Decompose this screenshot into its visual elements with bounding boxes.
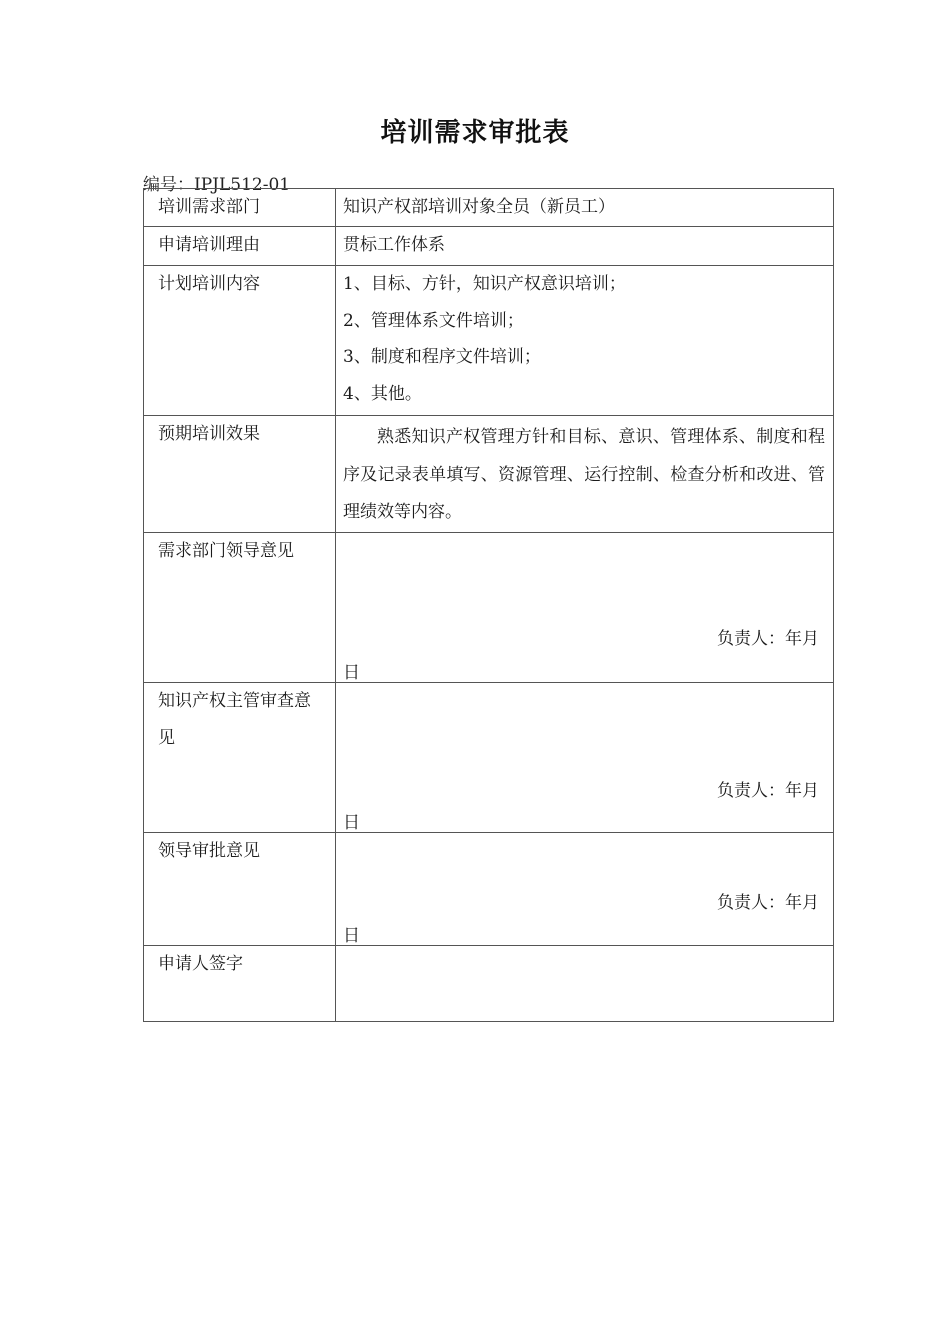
reason-value-cell[interactable] xyxy=(336,227,834,266)
label-cell xyxy=(144,227,336,266)
list-item: 3、制度和程序文件培训； xyxy=(343,347,541,367)
label-cell xyxy=(144,682,336,832)
table-row-planned-content xyxy=(144,266,834,416)
leader-approval-cell[interactable] xyxy=(336,832,834,945)
list-item: 2、管理体系文件培训； xyxy=(343,310,524,331)
department-value-cell[interactable] xyxy=(336,189,834,227)
ip-manager-review-cell[interactable] xyxy=(336,682,834,832)
signature-line: 负责人：年月 xyxy=(717,780,819,801)
table-row-reason xyxy=(144,227,834,266)
ip-manager-review-label: 知识产权主管审查意见 xyxy=(158,690,311,748)
applicant-signature-cell[interactable] xyxy=(336,945,834,1021)
expected-effect-text: 熟悉知识产权管理方针和目标、意识、管理体系、制度和程序及记录表单填写、资源管理、运行控制、检查分析和改进、管理绩效等内容。 xyxy=(343,427,825,522)
form-title: 培训需求审批表 xyxy=(380,118,570,148)
leader-approval-label: 领导审批意见 xyxy=(158,840,260,861)
label-cell xyxy=(144,945,336,1021)
table-row-leader-approval xyxy=(144,832,834,945)
planned-content-label: 计划培训内容 xyxy=(158,274,260,294)
dept-leader-opinion-cell[interactable] xyxy=(336,532,834,682)
planned-content-list xyxy=(343,266,825,412)
signature-line: 负责人：年月 xyxy=(717,892,819,913)
table-row-dept-leader-opinion xyxy=(144,532,834,682)
label-cell xyxy=(144,532,336,682)
expected-effect-cell[interactable] xyxy=(336,416,834,533)
label-cell xyxy=(144,416,336,533)
date-day: 日 xyxy=(343,662,360,683)
department-label: 培训需求部门 xyxy=(158,197,260,217)
label-cell xyxy=(144,189,336,227)
reason-value: 贯标工作体系 xyxy=(343,235,445,255)
label-cell xyxy=(144,832,336,945)
signature-line: 负责人：年月 xyxy=(717,628,819,649)
date-day: 日 xyxy=(343,812,360,833)
label-cell xyxy=(144,266,336,416)
list-item: 4、其他。 xyxy=(343,383,422,404)
document-number: 编号：IPJL512-01 xyxy=(143,175,291,195)
planned-content-cell[interactable] xyxy=(336,266,834,416)
expected-effect-label: 预期培训效果 xyxy=(158,424,260,444)
reason-label: 申请培训理由 xyxy=(158,235,260,255)
department-value: 知识产权部培训对象全员（新员工） xyxy=(343,197,615,217)
applicant-signature-label: 申请人签字 xyxy=(158,953,243,974)
date-day: 日 xyxy=(343,925,360,946)
list-item: 1、目标、方针，知识产权意识培训； xyxy=(343,274,626,294)
table-row-applicant-signature xyxy=(144,945,834,1021)
table-row-expected-effect xyxy=(144,416,834,533)
dept-leader-opinion-label: 需求部门领导意见 xyxy=(158,540,294,561)
approval-form-table xyxy=(143,188,834,1022)
table-row-department xyxy=(144,189,834,227)
table-row-ip-manager-review xyxy=(144,682,834,832)
